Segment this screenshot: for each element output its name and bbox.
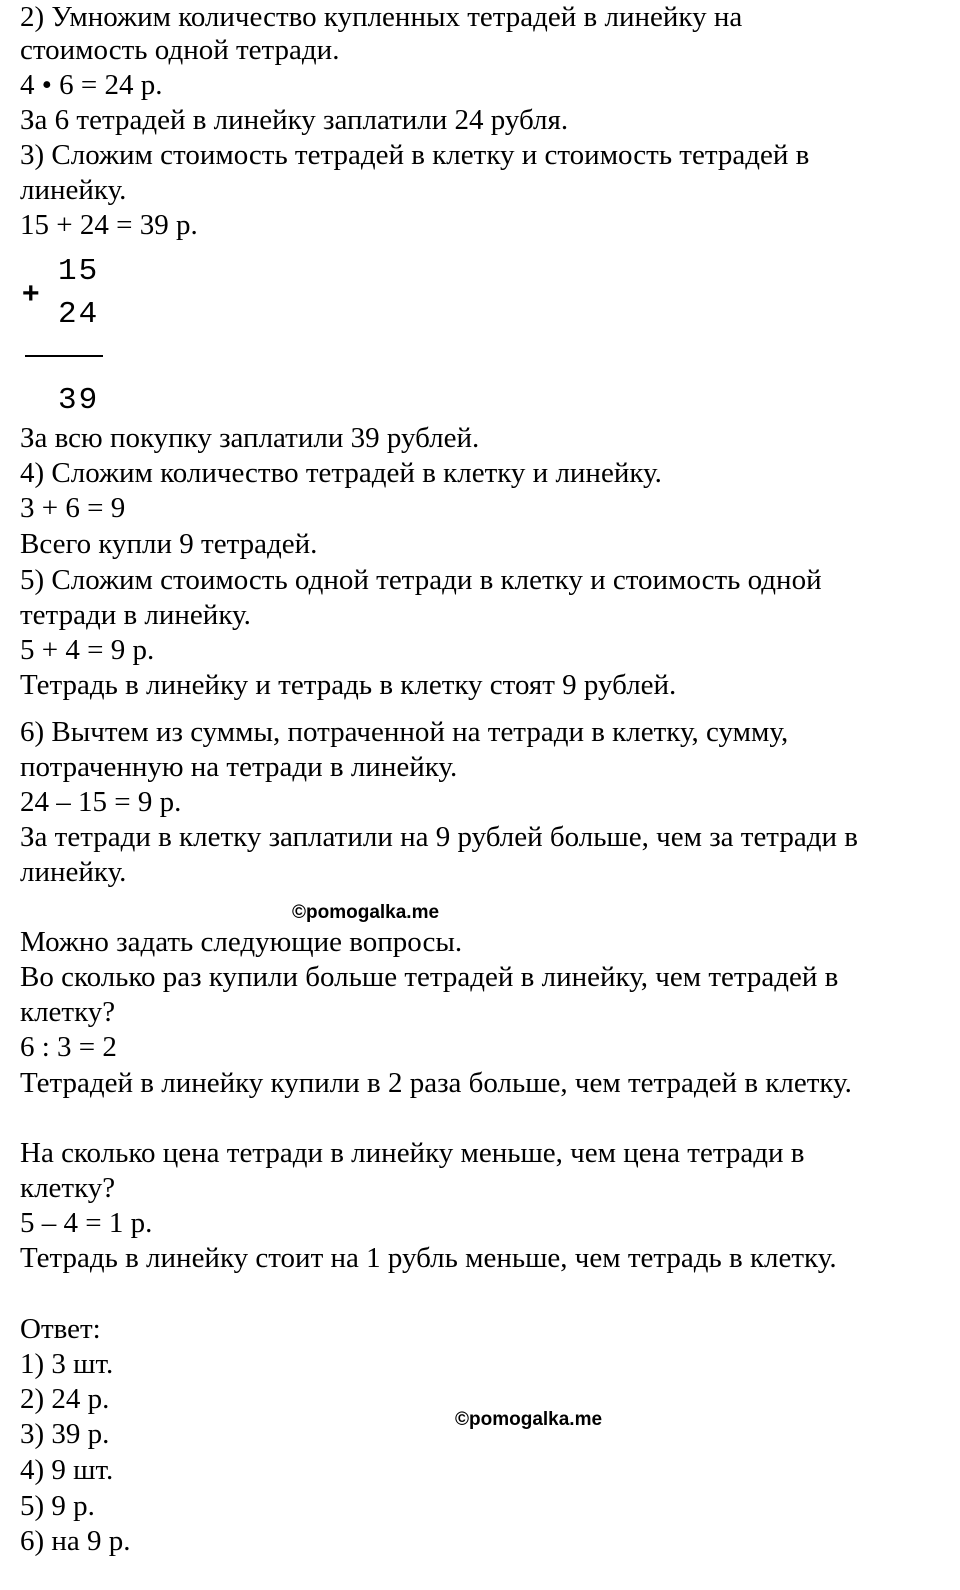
answer-heading: Ответ:: [20, 1313, 101, 1345]
watermark: ©pomogalka.me: [455, 1409, 603, 1430]
answer-item: 5) 9 р.: [20, 1490, 95, 1522]
addend-1: 15: [58, 254, 100, 289]
text-line: 5 – 4 = 1 р.: [20, 1207, 153, 1239]
text-line: 2) Умножим количество купленных тетрадей в линейку на: [20, 1, 743, 33]
text-line: Всего купли 9 тетрадей.: [20, 528, 318, 560]
text-line: Тетрадь в линейку стоит на 1 рубль меньше, чем тетрадь в клетку.: [20, 1242, 837, 1274]
text-line: 3) Сложим стоимость тетрадей в клетку и стоимость тетрадей в: [20, 139, 810, 171]
text-line: На сколько цена тетради в линейку меньше, чем цена тетради в: [20, 1137, 805, 1169]
answer-item: 3) 39 р.: [20, 1418, 110, 1450]
text-line: 4 • 6 = 24 р.: [20, 69, 163, 101]
text-line: 5 + 4 = 9 р.: [20, 634, 155, 666]
text-line: стоимость одной тетради.: [20, 34, 340, 66]
text-line: Можно задать следующие вопросы.: [20, 926, 463, 958]
answer-item: 4) 9 шт.: [20, 1454, 114, 1486]
text-line: 4) Сложим количество тетрадей в клетку и линейку.: [20, 457, 662, 489]
plus-sign: +: [22, 277, 40, 310]
text-line: клетку?: [20, 1172, 116, 1204]
addend-2: 24: [58, 297, 100, 332]
text-line: 5) Сложим стоимость одной тетради в клетку и стоимость одной: [20, 564, 822, 596]
answer-item: 6) на 9 р.: [20, 1525, 131, 1557]
text-line: За 6 тетрадей в линейку заплатили 24 рубля.: [20, 104, 569, 136]
text-line: 3 + 6 = 9: [20, 492, 126, 524]
watermark: ©pomogalka.me: [292, 902, 440, 923]
text-line: За всю покупку заплатили 39 рублей.: [20, 422, 480, 454]
answer-item: 2) 24 р.: [20, 1383, 110, 1415]
text-line: Тетрадь в линейку и тетрадь в клетку стоят 9 рублей.: [20, 669, 677, 701]
answer-item: 1) 3 шт.: [20, 1348, 114, 1380]
text-line: 6 : 3 = 2: [20, 1031, 117, 1063]
text-line: Тетрадей в линейку купили в 2 раза больше, чем тетрадей в клетку.: [20, 1067, 852, 1099]
sum-result: 39: [58, 383, 100, 418]
text-line: 15 + 24 = 39 р.: [20, 209, 198, 241]
text-line: 24 – 15 = 9 р.: [20, 786, 182, 818]
text-line: 6) Вычтем из суммы, потраченной на тетради в клетку, сумму,: [20, 716, 789, 748]
text-line: линейку.: [20, 856, 127, 888]
text-line: линейку.: [20, 174, 127, 206]
text-line: За тетради в клетку заплатили на 9 рублей больше, чем за тетради в: [20, 821, 858, 853]
text-line: Во сколько раз купили больше тетрадей в линейку, чем тетрадей в: [20, 961, 839, 993]
text-line: клетку?: [20, 996, 116, 1028]
sum-rule: [25, 355, 103, 357]
text-line: потраченную на тетради в линейку.: [20, 751, 458, 783]
text-line: тетради в линейку.: [20, 599, 251, 631]
